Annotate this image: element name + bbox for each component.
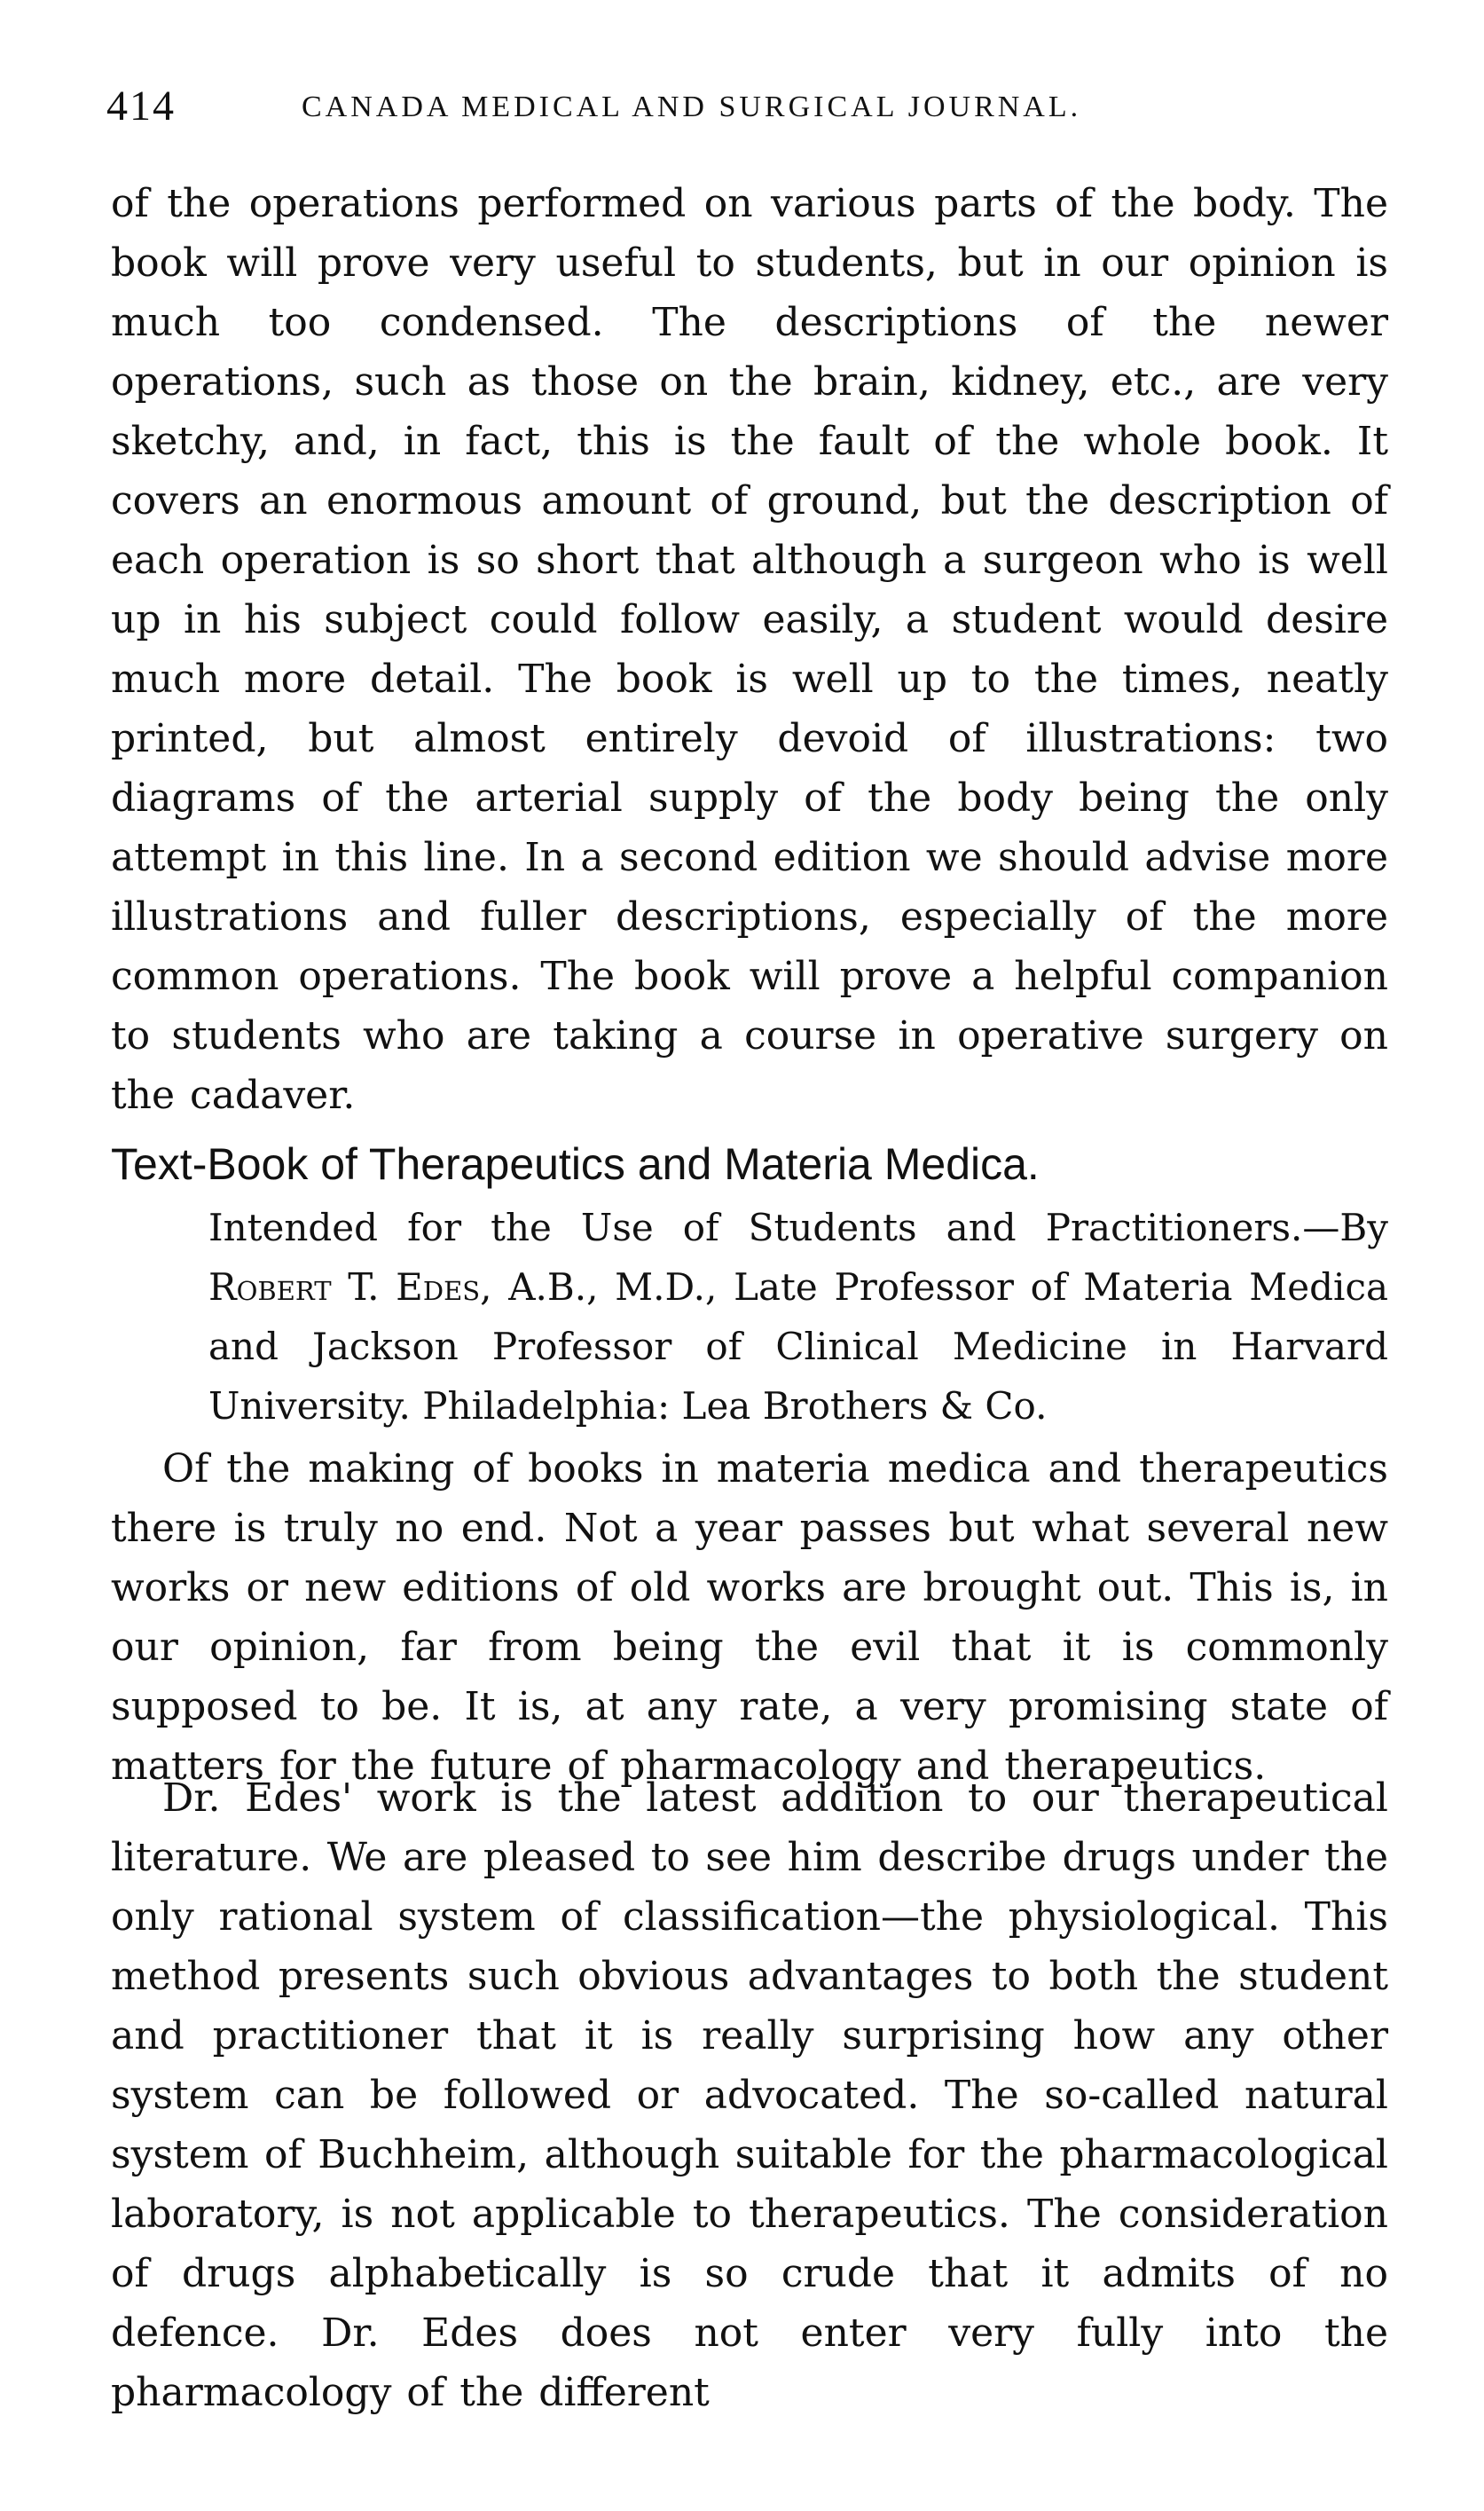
- page-header: [106, 82, 1384, 135]
- review-subtitle: Intended for the Use of Students and Practitioners.—By: [208, 1206, 1388, 1249]
- paragraph-making-of-books: Of the making of books in materia medica and therapeutics there is truly no end. Not a year passes but what several new works or new editions of old works are brought out. This is, in our opinion, far from being the evil that it is commonly supposed to be. It is, at any rate, a very promising state of matters for the future of pharmacology and therapeutics.: [111, 1446, 1388, 1789]
- paragraph-continuation: of the operations performed on various parts of the body. The book will prove very useful to students, but in our opinion is much too condensed. The descriptions of the newer operations, such as those on the brain, kidney, etc., are very sketchy, and, in fact, this is the fault of the whole book. It covers an enormous amount of ground, but the description of each operation is so short that although a surgeon who is well up in his subject could follow easily, a student would desire much more detail. The book is well up to the times, neatly printed, but almost entirely devoid of illustrations: two diagrams of the arterial supply of the body being the only attempt in this line. In a second edition we should advise more illustrations and fuller descriptions, especially of the more common operations. The book will prove a helpful companion to students who are taking a course in operative surgery on the cadaver.: [111, 181, 1388, 1118]
- page-number: 414: [106, 83, 176, 130]
- review-author: Robert T. Edes: [208, 1265, 481, 1309]
- review-credentials: , A.B., M.D., Late Professor of Materia Medica and Jackson Professor of Clinical Medicine in Harvard University. Philadelphia: Lea Brothers & Co.: [208, 1265, 1389, 1428]
- review-book-title: Text-Book of Therapeutics and Materia Medica.: [111, 1139, 1040, 1189]
- paragraph-edes-work: Dr. Edes' work is the latest addition to our therapeutical literature. We are pleased to see him describe drugs under the only rational system of classification—the physiological. This method presents such obvious advantages to both the student and practitioner that it is really surprising how any other system can be followed or advocated. The so-called natural system of Buchheim, although suitable for the pharmacological laboratory, is not applicable to therapeutics. The consideration of drugs alphabetically is so crude that it admits of no defence. Dr. Edes does not enter very fully into the pharmacology of the different: [111, 1775, 1388, 2415]
- running-head: CANADA MEDICAL AND SURGICAL JOURNAL.: [302, 91, 1082, 123]
- review-bibliographic-info: [208, 1198, 1388, 1436]
